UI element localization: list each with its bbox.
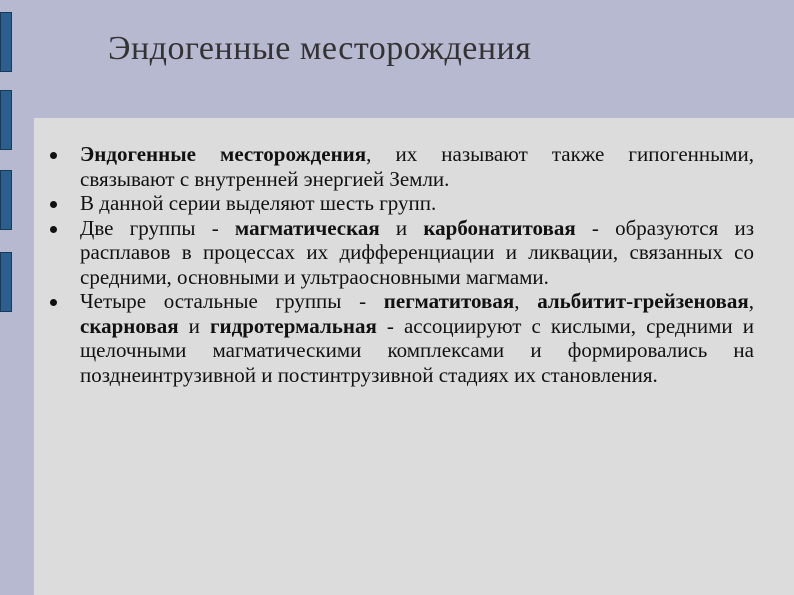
item-text: , <box>748 289 755 313</box>
bold-term: карбонатитовая <box>423 215 576 240</box>
list-item <box>50 191 754 216</box>
bold-term: гидротермальная <box>209 313 377 338</box>
item-text: - образуются из расплавов в процессах их дифференциации и ликвации, связанных со средними, основными и ультраосновными магмами. <box>80 215 754 289</box>
item-text: Две группы - <box>80 215 235 240</box>
item-text: - ассоциируют с кислыми, средними и щелочными магматическими комплексами и формировались на позднеинтрузивной и постинтрузивной стадиях их становления. <box>80 313 754 387</box>
item-text: и <box>178 313 210 338</box>
bullet-dot-icon <box>50 201 57 208</box>
side-tab-2 <box>0 90 12 150</box>
item-text: и <box>379 215 424 240</box>
side-tab-1 <box>0 12 12 72</box>
bold-term: магматическая <box>234 215 380 240</box>
bullet-dot-icon <box>50 299 57 306</box>
side-tab-4 <box>0 252 12 312</box>
bold-term: Эндогенные месторождения <box>80 142 367 166</box>
list-item <box>50 289 754 387</box>
item-text: В данной серии выделяют шесть групп. <box>80 191 437 215</box>
list-item <box>50 216 754 290</box>
item-text: , их называют также гипогенными, связывают с внутренней энергией Земли. <box>80 142 755 191</box>
left-strip <box>0 0 34 595</box>
bold-term: скарновая <box>80 313 179 338</box>
item-text: Четыре остальные группы - <box>80 289 384 313</box>
list-item <box>50 142 754 191</box>
bold-term: альбитит-грейзеновая <box>537 289 749 313</box>
bold-term: пегматитовая <box>383 289 515 313</box>
bullet-dot-icon <box>50 152 57 159</box>
bullet-dot-icon <box>50 226 57 233</box>
slide-title: Эндогенные месторождения <box>108 30 532 67</box>
item-text: , <box>514 289 538 313</box>
bullet-list <box>50 142 754 387</box>
side-tab-3 <box>0 170 12 230</box>
